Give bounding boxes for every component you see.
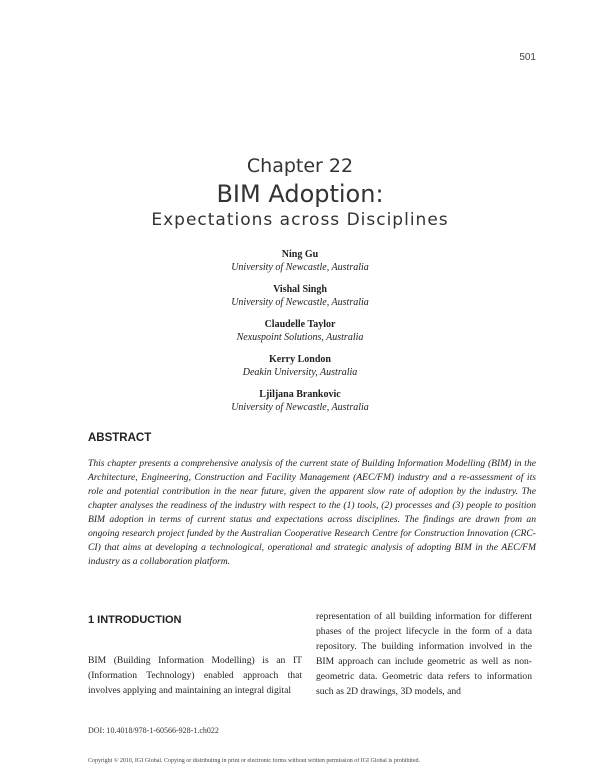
introduction-left-column: BIM (Building Information Modelling) is an IT (Information Technology) enabled approach that involves applying and maintaining an integral digital	[88, 655, 302, 696]
author-affiliation: Deakin University, Australia	[242, 367, 358, 378]
author-name: Ljiljana Brankovic	[259, 389, 341, 400]
author-affiliation: University of Newcastle, Australia	[231, 297, 369, 308]
abstract-text: This chapter presents a comprehensive analysis of the current state of Building Information Modelling (BIM) in the Architecture, Engineering, Construction and Facility Management (AEC/FM) industry and a re-assessment of its role and potential contribution in the near future, given the apparent slow rate of adoption by the industry. The chapter analyses the readiness of the industry with respect to the (1) tools, (2) processes and (3) people to position BIM adoption in terms of current status and expectations across disciplines. The findings are drawn from an ongoing research project funded by the Australian Cooperative Research Centre for Construction Innovation (CRC-CI) that aims at developing a technological, operational and strategic analysis of adopting BIM in the AEC/FM industry as a collaboration platform.	[88, 458, 536, 567]
author-name: Vishal Singh	[273, 284, 327, 295]
introduction-heading: 1 INTRODUCTION	[88, 614, 182, 626]
author-affiliation: Nexuspoint Solutions, Australia	[236, 332, 364, 343]
author-list	[0, 248, 600, 423]
author-affiliation: University of Newcastle, Australia	[231, 402, 369, 413]
chapter-title: BIM Adoption:	[216, 180, 384, 208]
chapter-label: Chapter 22	[246, 155, 354, 177]
author-affiliation: University of Newcastle, Australia	[231, 262, 369, 273]
author-block	[0, 248, 600, 283]
author-name: Claudelle Taylor	[264, 319, 336, 330]
copyright-notice: Copyright © 2010, IGI Global. Copying or distributing in print or electronic forms without written permission of IGI Global is prohibited.	[88, 758, 421, 764]
author-name: Ning Gu	[281, 249, 319, 260]
introduction-right-column: representation of all building information for different phases of the project lifecycle in the form of a data repository. The building information involved in the BIM approach can include geometric as well as non-geometric data. Geometric data refers to information such as 2D drawings, 3D models, and	[316, 611, 532, 697]
author-block	[0, 353, 600, 388]
author-block	[0, 283, 600, 318]
author-block	[0, 318, 600, 353]
chapter-subtitle: Expectations across Disciplines	[151, 210, 449, 230]
author-name: Kerry London	[269, 354, 331, 365]
page-number: 501	[519, 52, 536, 63]
doi-line: DOI: 10.4018/978-1-60566-928-1.ch022	[88, 726, 219, 735]
author-block	[0, 388, 600, 423]
abstract-heading: ABSTRACT	[88, 432, 152, 444]
